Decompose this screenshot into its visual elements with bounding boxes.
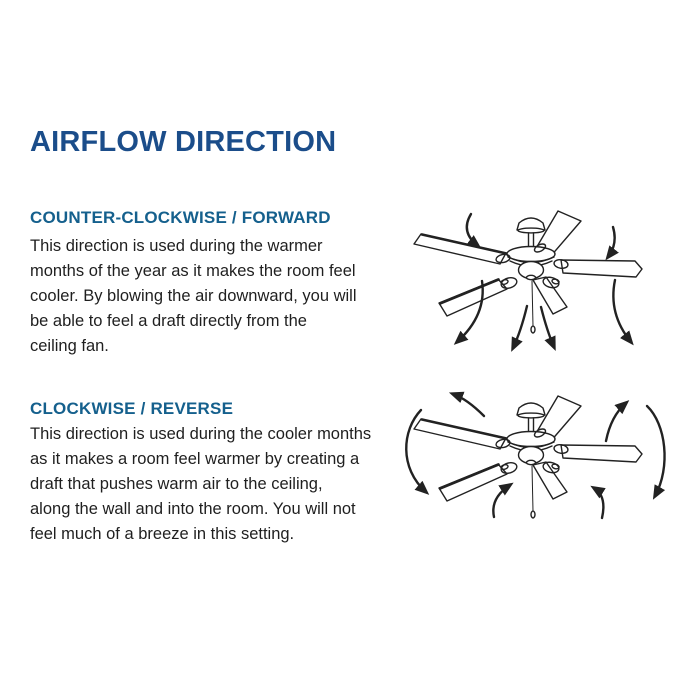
ceiling-fan-upward-airflow-icon	[406, 394, 664, 518]
section-body-counter-clockwise-forward: This direction is used during the warmer months of the year as it makes the room feel cooler. By blowing the air downward, you will be able to feel a draft directly from the ceiling fan.	[30, 237, 357, 355]
fan-illustrations	[394, 190, 694, 575]
page-title: AIRFLOW DIRECTION	[30, 126, 337, 158]
section-heading-counter-clockwise-forward: COUNTER-CLOCKWISE / FORWARD	[30, 208, 331, 227]
ceiling-fan-downward-airflow-icon	[414, 211, 642, 348]
section-heading-clockwise-reverse: CLOCKWISE / REVERSE	[30, 399, 234, 418]
section-body-clockwise-reverse: This direction is used during the cooler months as it makes a room feel warmer by creating a draft that pushes warm air to the ceiling, along the wall and into the room. You will not feel much of a breeze in this setting.	[30, 425, 372, 543]
